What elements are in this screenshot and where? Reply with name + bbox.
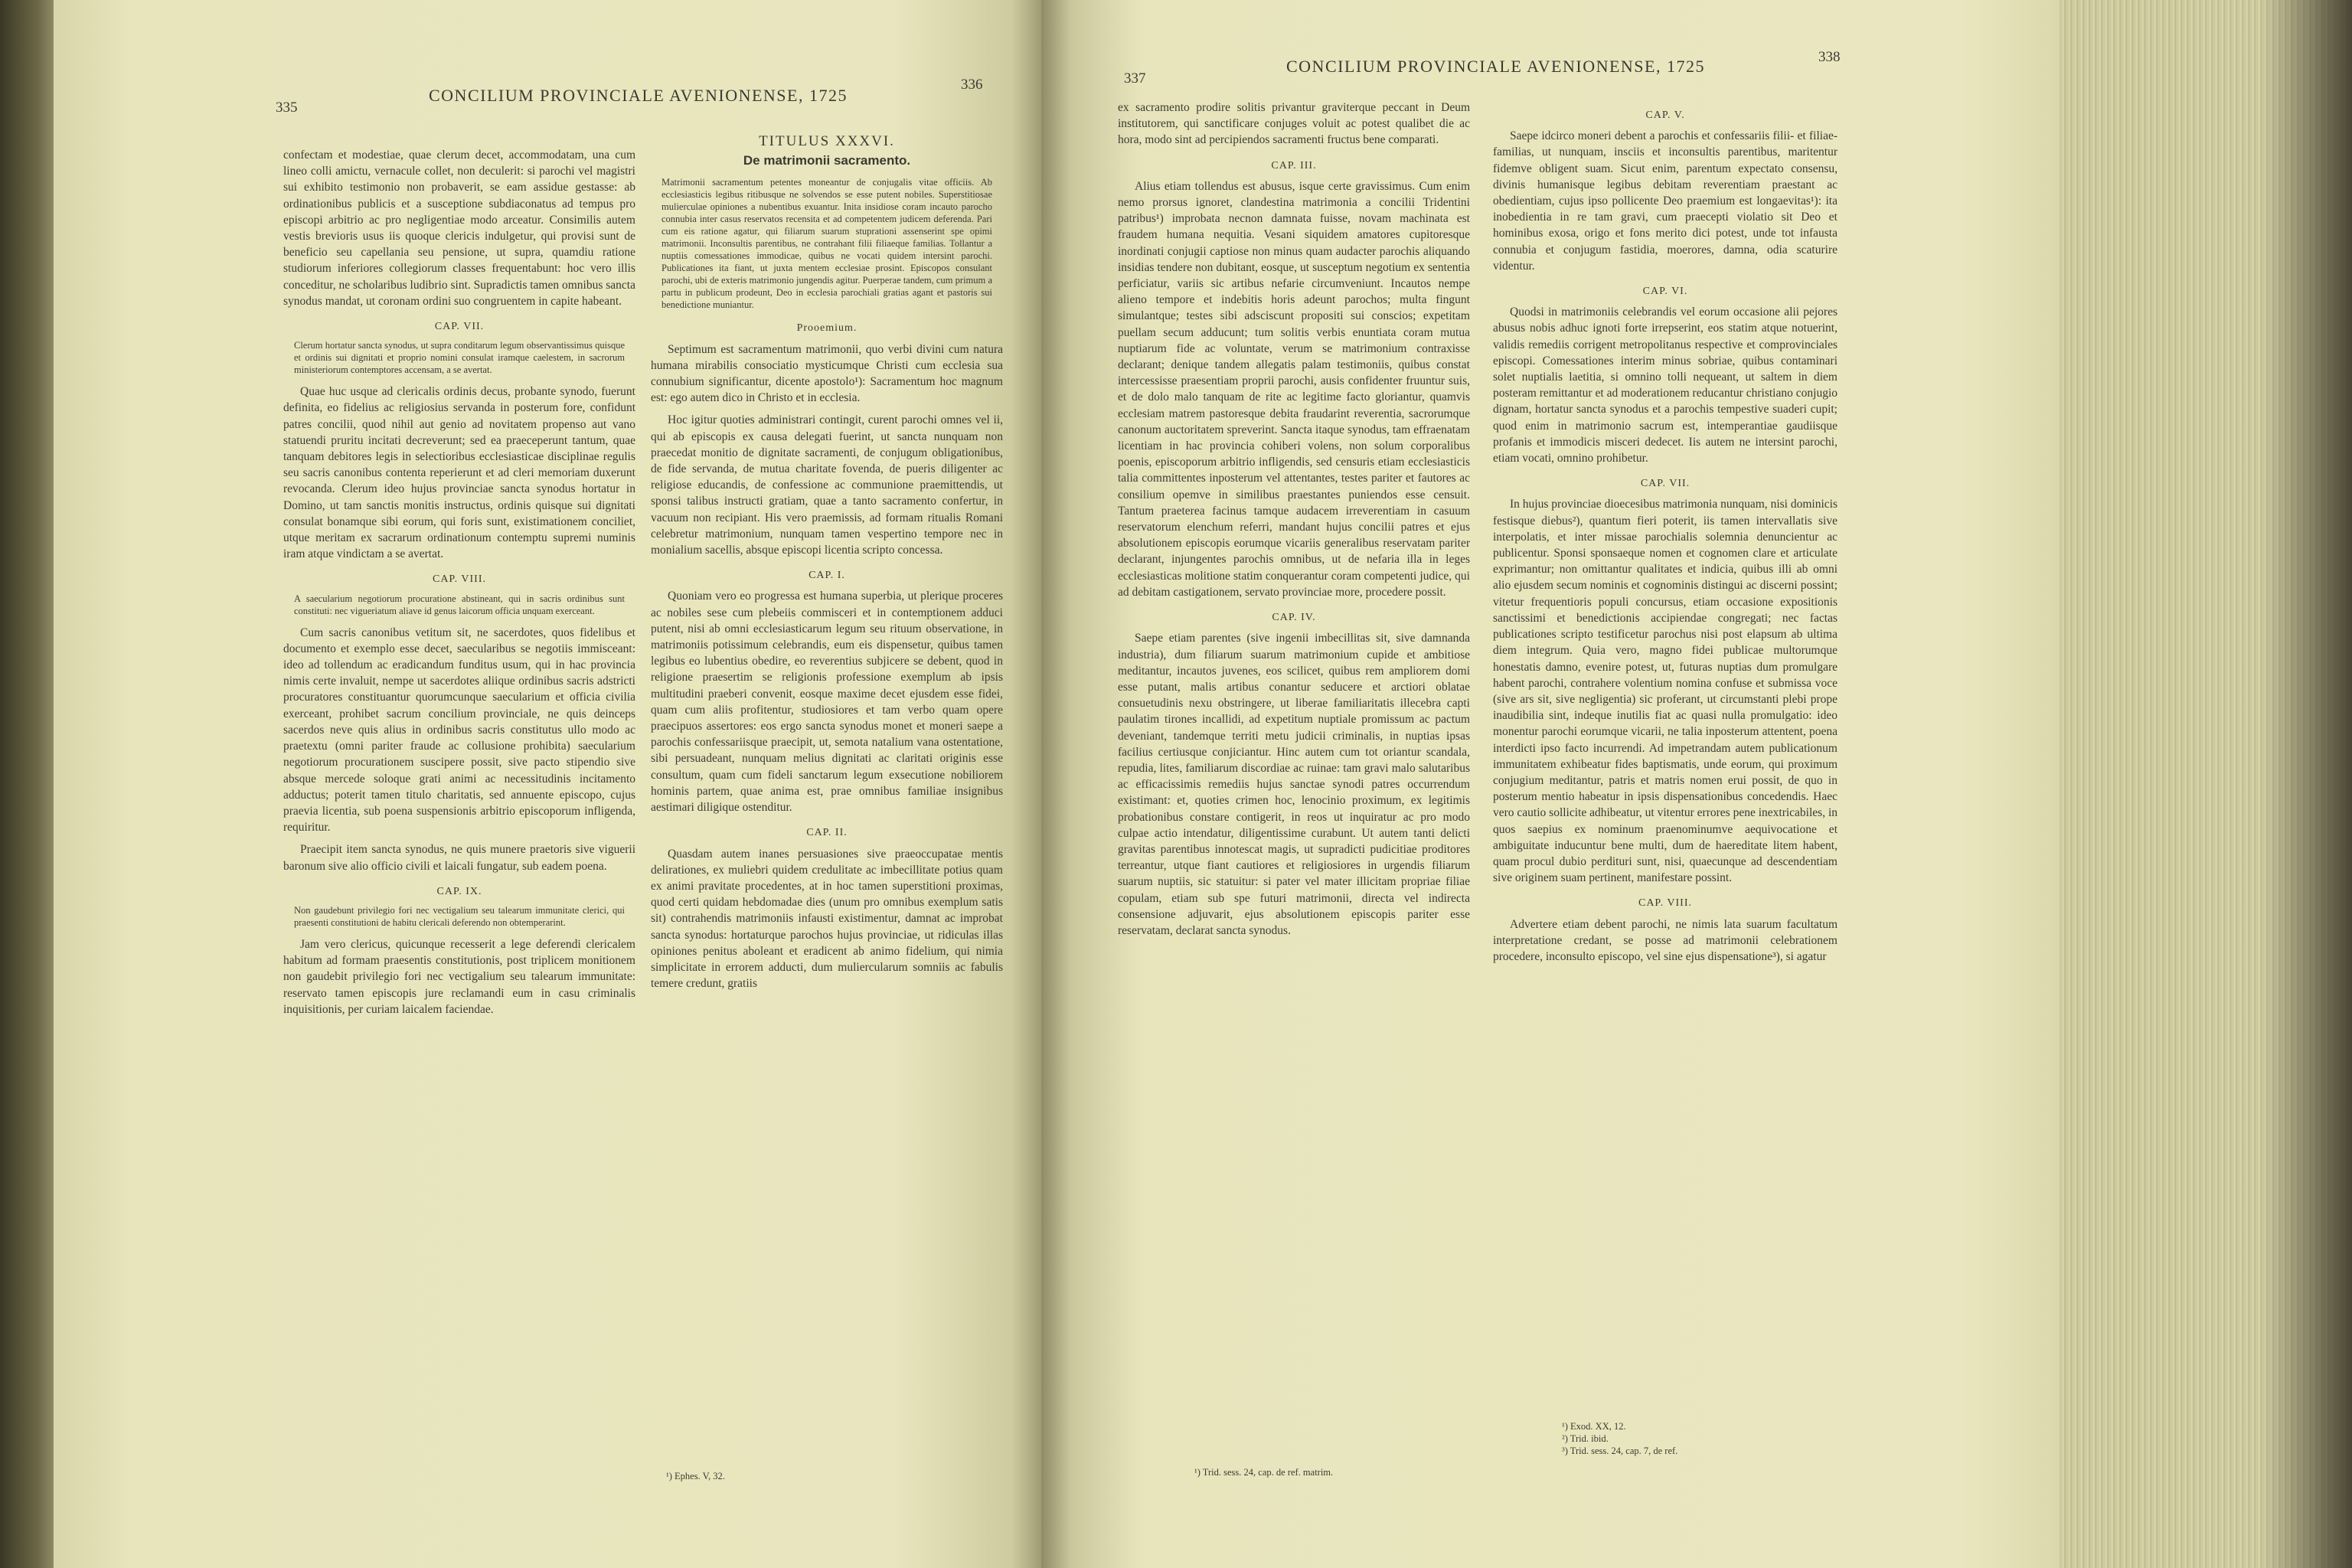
page-stack-right xyxy=(2030,0,2352,1568)
paragraph: Quodsi in matrimoniis celebrandis vel eorum occasione alii pejores abusus nobis adhuc ignoti forte irrepserint, eos statim atque notuerint, validis remediis corrigent metropolitanus respective et comprovinciales episcopi. Comessationes interim minus sobriae, quibus contaminari solet nuptialis laetitia, si omnino tolli nequeant, ut saltem in diem posteram remittantur et ad moderationem reducantur christiano conjugio dignam, hortatur sancta synodus et a parochis tempestive suaderi cupit; quod enim in matrimonio sacrum est, intemperantiae gaudiisque profanis et immodicis misceri dedecet. Iis autem ne intersint parochi, etiam vocati, omnino prohibetur. xyxy=(1493,305,1838,466)
footnote: ³) Trid. sess. 24, cap. 7, de ref. xyxy=(1562,1446,1678,1456)
chapter-heading: CAP. I. xyxy=(808,570,845,582)
chapter-heading: CAP. VII. xyxy=(434,321,485,333)
chapter-heading: CAP. VII. xyxy=(1640,478,1690,490)
left-page-column-2 xyxy=(651,130,1003,998)
prooemium-heading: Prooemium. xyxy=(796,322,858,335)
paragraph: In hujus provinciae dioecesibus matrimonia nunquam, nisi dominicis festisque diebus²), quantum fieri poterit, iis tamen intervallatis sive interpolatis, et inter missae parochialis solemnia denuncientur ac publicentur. Sponsi sponsaeque nomen et cognomen clare et articulate exprimantur; non omittantur qualitates et indicia, quibus illi ab omni alio ejusdem secum nominis et cognominis distingui ac discerni possint; vitetur frequentioris populi concursus, etiam occasione expositionis sanctissimi et benedictionis accipiendae congregati; nec factas publicationes scripto testificetur parochus nisi post elapsum ab ultima diem integrum. Quia vero, magno fidei publicae multorumque honestatis damno, evenire potest, ut, futuras nuptias dum promulgare habent parochi, contrahere volentium nomina confuse et submissa voce (sive ars sit, sive negligentia) sic proferant, ut circumstanti plebi prope inaudibilia sint, indeque inutilis fiat ac quasi nulla promulgatio: ideo monentur parochi eorumque vicarii, ne talia inposterum attentent, poena interdicti ipso facto incurrendi. Ad impetrandam autem publicationum immunitatem exhibeatur fides baptismatis, unde eorum, qui proximum conjugium meditantur, patris et matris nomen erui possit, de quo in posterum mentio habeatur in ipsis dispensationibus concedendis. Haec vero cautio sollicite adhibeatur, ut vitentur errores pene inextricabiles, in quos saepius ex nominum praenominumve aequivocatione et ambiguitate inducuntur bene multi, dum de haereditate litem habent, quam procul dubio perdituri sunt, nisi, quaecunque ad descendentiam sive originem suam pertinent, manifestare possint. xyxy=(1493,498,1838,885)
footnotes-block xyxy=(1562,1420,1677,1457)
running-head-right: CONCILIUM PROVINCIALE AVENIONENSE, 1725 xyxy=(1286,57,1705,76)
paragraph: Advertere etiam debent parochi, ne nimis lata suarum facultatum interpretatione credant, se posse ad matrimonii celebrationem procedere, inconsulto episcopo, vel sine ejus dispensatione³), si agatur xyxy=(1493,917,1838,963)
paragraph: Praecipit item sancta synodus, ne quis munere praetoris sive viguerii baronum sive alio officio civili et laicali fungatur, sub eadem poena. xyxy=(283,843,635,873)
paragraph: Jam vero clericus, quicunque recesserit a lege deferendi clericalem habitum ad formam praesentis constitutionis, post triplicem monitionem non gaudebit privilegio fori nec vectigalium seu talearum immunitate: reservato tamen episcopis jure reclamandi eum in casu criminalis inquisitionis, per curiam laicalem faciendae. xyxy=(283,937,635,1016)
paragraph: Septimum est sacramentum matrimonii, quo verbi divini cum natura humana mirabilis consociatio mysticumque Christi cum ecclesia sua connubium significantur, dicente apostolo¹): Sacramentum hoc magnum est: ego autem dico in Christo et in ecclesia. xyxy=(651,342,1003,405)
chapter-heading: CAP. VIII. xyxy=(432,573,487,586)
footnote: ¹) Ephes. V, 32. xyxy=(666,1471,725,1481)
chapter-heading: CAP. III. xyxy=(1271,159,1317,172)
page-number-337: 337 xyxy=(1124,70,1146,87)
chapter-summary: Clerum hortatur sancta synodus, ut supra conditarum legum observantissimus quisque et ordinis sui dignitati et proprio nomini consulat iramque caelestem, in sacrorum ministeriorum contemptores accensam, a se avertat. xyxy=(294,340,625,376)
footnote: ¹) Trid. sess. 24, cap. de ref. matrim. xyxy=(1194,1467,1334,1478)
chapter-heading: CAP. II. xyxy=(806,827,848,839)
footnote: ²) Trid. ibid. xyxy=(1562,1433,1609,1444)
chapter-heading: CAP. V. xyxy=(1645,109,1685,121)
paragraph: Quoniam vero eo progressa est humana superbia, ut plerique proceres ac nobiles sese cum plebeiis commisceri et in contemptionem adduci putent, nisi ab omni ecclesiasticarum legum seu rituum observatione, in matrimoniis potissimum celebrandis, eum eis dispensetur, quibus tamen legibus eo lubentius obedire, eo reverentius subjicere se debent, quod in religione praesertim se religionis professione exemplum ab ipsis multitudini praeberi convenit, eosque maxime decet ejusdem esse fidei, quam cum aliis profitentur, studiosiores et tam verbo quam opere praecipuos assertores: eos ergo sancta synodus monet et moneri saepe a parochis confessariisque praecipit, ut, semota natalium vana ostentatione, sibi persuadeant, nunquam melius dignitati ac claritati originis esse consultum, quam cum fideli sanctarum legum exsecutione nobiliorem hominis partem, quae anima est, prae omnibus familiae insignibus aestimari diligique ostenditur. xyxy=(651,590,1003,815)
chapter-summary: A saecularium negotiorum procuratione abstineant, qui in sacris ordinibus sunt constituti: nec vigueriatum aliave id genus laicorum officia unquam exerceant. xyxy=(294,593,625,616)
paragraph: ex sacramento prodire solitis privantur graviterque peccant in Deum institutorem, qui sanctificare conjuges voluit ac potest qualibet die ac hora, modo sint ad percipiendos sacramenti fructus bene comparati. xyxy=(1118,101,1470,147)
right-page-column-1 xyxy=(1118,100,1470,945)
left-page xyxy=(54,0,1041,1568)
paragraph: Quasdam autem inanes persuasiones sive praeoccupatae mentis delirationes, ex muliebri quidem credulitate ac imbecillitate potius quam ex animi pravitate procedentes, at in hoc tamen superstitioni proximas, quod certi quidam hebdomadae dies (unum pro omnibus exemplum satis sit) contrahendis matrimoniis infausti existimentur, damnat ac improbat sancta synodus: hortaturque parochos hujus provinciae, ut ridiculas illas opiniones penitus aboleant et eradicent ab animo fidelium, qui nimia simplicitate in errorem adducti, dum muliercularum somniis ac fabulis temere credunt, gratiis xyxy=(651,847,1003,991)
paragraph: Saepe etiam parentes (sive ingenii imbecillitas sit, sive damnanda industria), dum filiarum suarum matrimonium cupide et ambitiose meditantur, incautos juvenes, eos scilicet, quibus rem ampliorem domi esse putant, malis artibus conantur seducere et arctiori oblatae consuetudinis nexu obstringere, ut liberae familiaritatis illecebra capti paulatim tirones incallidi, ad expetitum nuptiale promissum ac pactum deveniant, tandemque territi metu judicii criminalis, in nuptias ipsas facilius certiusque conjiciantur. Hinc autem cum tot oriantur scandala, repudia, lites, familiarum discordiae ac ruinae: tam gravi malo salutaribus ac efficacissimis remediis hujus sanctae synodi patres occurrendum existimant: et, quoties crimen hoc, lenocinio proximum, ex legitimis probationibus constare contigerit, in reos ut inquiratur ac pro modo culpae actio intendatur, diligentissime curabunt. Ut autem tanti delicti gravitas parentibus innotescat magis, ut supradicti pudicitiae proditores terreantur, utque fiant cautiores et religiosiores in urgendis filiarum suarum nuptiis, sic statuitur: si pater vel mater illicitam propriae filiae copulam, etiam sub spe futuri matrimonii, directa vel indirecta consensione adjuvarit, ejus absolutionem episcopis pariter esse reservatam, declarat sancta synodus. xyxy=(1118,632,1470,937)
chapter-summary: Non gaudebunt privilegio fori nec vectigalium seu talearum immunitate clerici, qui praesenti constitutioni de habitu clericali deferendo non obtemperarint. xyxy=(294,904,625,928)
chapter-heading: CAP. IX. xyxy=(436,885,482,897)
paragraph: Saepe idcirco moneri debent a parochis et confessariis filii- et filiae-familias, ut nunquam, insciis et inconsultis parentibus, maritentur fidemve obligent suam. Sicut enim, parentum expectato consensu, divinis humanisque legibus debitam reverentiam praestant ac obedientiam, cujus ipso pollicente Deo praemium est longaevitas¹): ita inobedientia in re tam gravi, cum praecepti violatio sit Deo et hominibus exosa, origo et fons merito dici potest, unde tot infausta connubia et conjugum fastidia, moerores, damna, odia scaturire videntur. xyxy=(1493,129,1838,273)
right-page xyxy=(1041,0,2060,1568)
chapter-heading: CAP. VI. xyxy=(1642,286,1688,298)
page-number-336: 336 xyxy=(961,77,983,93)
paragraph: Quae huc usque ad clericalis ordinis decus, probante synodo, fuerunt definita, eo fidelius ac religiosius servanda in posterum fore, confidunt patres concilii, quod nihil aut genio ad novitatem propenso aut vano statuendi pruritu incitati decreverunt; sed ea praeceperunt tantum, quae tanquam debitores legis in selectioribus ecclesiasticae disciplinae regulis seu sacris canonibus contenta reperierunt et ad cleri memoriam duxerunt revocanda. Clerum ideo hujus provinciae sancta synodus hortatur in Domino, ut tam sanctis monitis instructus, ordinis quisque sui dignitati consulat bonamque sibi eorum, qui foris sunt, existimationem conciliet, utque meritam ex sacrarum ordinationum contemptu supremi numinis iram atque vindictam a se avertat. xyxy=(283,385,635,561)
paragraph: Cum sacris canonibus vetitum sit, ne sacerdotes, quos fidelibus et documento et exemplo esse decet, saecularibus se negotiis immisceant: ideo ad tollendum ac eradicandum funditus usum, qui in hac provincia nimis certe invaluit, nempe ut sacerdotes aliique ordinibus sacris adstricti procuratores constituantur quorumcunque saecularium et officia civilia exerceant, prohibet sacrum concilium provinciale, ne quis deinceps sacerdos neve quis alius in ordinibus sacris constitutus ullo modo ac praetextu (omni pariter fraude ac collusione prohibita) saecularium negotiorum procurationem suscipere possit, sive pacto stipendio sive absque mercede soloque grati animi ac necessitudinis incitamento adductus; poterit tamen titulo charitatis, sed annuente episcopo, cujus praevia licentia, sub poena suspensionis arbitrio episcoporum infligenda, requiritur. xyxy=(283,626,635,835)
running-head-left: CONCILIUM PROVINCIALE AVENIONENSE, 1725 xyxy=(429,86,848,105)
paragraph: Hoc igitur quoties administrari contingit, curent parochi omnes vel ii, qui ab episcopis ex causa delegati fuerint, ut sancta nunquam non praecedat monitio de dignitate sacramenti, de conjugum obligationibus, de fide servanda, de mutua charitate fovenda, de pueris diligenter ac religiose educandis, de confessione ac communione praemittendis, ut sponsi talibus instructi gratiam, quae a tanto sacramento confertur, in vacuum non recipiant. His vero praemissis, ad formam ritualis Romani celebretur matrimonium, nunquam tamen vespertino tempore nec in monialium sacellis, absque episcopi licentia scripto concessa. xyxy=(651,413,1003,557)
page-number-338: 338 xyxy=(1818,49,1841,65)
chapter-heading: CAP. IV. xyxy=(1272,612,1316,624)
page-number-335: 335 xyxy=(276,100,298,116)
paragraph: Alius etiam tollendus est abusus, isque certe gravissimus. Cum enim nemo prorsus ignoret, clandestina matrimonia a concilii Tridentini patribus¹) improbata necnon damnata fuisse, novam machinata est fraudem humana nequitia. Vesani siquidem amatores cupitoresque inordinati conjugii captiose non minus quam audacter parochis aliquando insidias tendere non dubitant, eosque, ut susceptum negotium ex sententia perficiatur, variis sic artibus nefarie circumveniunt. Incautos nempe alieno tempore et indebitis horis adeunt parochos; multa fingunt simulantque; testes sibi adsciscunt propositi sui conscios; expetitam puellam secum adducunt; tum solitis verbis enuntiata coram mutua nuptiarum fide ac voluntate, verum se matrimonium contraxisse declarant; denique tandem allegatis palam testimoniis, quibus constat intercessisse praesentiam proprii parochi, ausis confidenter fruuntur suis, et de dolo malo tanquam de rite ac legitime facto gloriantur, quamvis ecclesiam matrem pastoresque debita fraudarint reverentia, sacrorumque canonum auctoritatem spreverint. Sancta itaque synodus, tam effraenatam licentiam in hac provincia cohiberi volens, non solum corporalibus poenis, episcoporum arbitrio infligendis, sed censuris etiam ecclesiasticis talia committentes inposterum vel attentantes, testes pariter et fautores ac consilium opemve in similibus praestantes puniendos esse censuit. Tantum praeterea facinus tamque audacem irreverentiam in casuum reservatorum elenchum referri, mandant hujus concilii patres et ejus absolutionem episcopis eorumque vicariis generalibus reservatam pariter declarant, injungentes parochis omnibus, ut de nefaria illa in leges ecclesiasticas molitione statim conquerantur coram competenti judice, qui ad debitam castigationem, servato provinciae more, procedere possit. xyxy=(1118,179,1470,599)
right-page-column-2 xyxy=(1493,98,1838,971)
titulus-summary: Matrimonii sacramentum petentes moneantur de conjugalis vitae officiis. Ab ecclesiasticis legibus ritibusque ne solvendos se esse putent nobiles. Superstitiosae mulierculae opiniones a nubentibus exuantur. Inita insidiose coram incauto parocho connubia inter casus reservatos recensita et ad competentem judicem deferenda. Pari cum eis ratione agatur, qui filiarum suarum stuprationi assenserint spe opimi matrimonii. Inconsultis parentibus, ne contrahant filii filiaeque familias. Tollantur a nuptiis comessationes immodicae, quibus ne vocati quidem intersint parochi. Publicationes ita fiant, ut juxta mentem ecclesiae prosint. Episcopos consulant parochi, ubi de exteris matrimonio jungendis agitur. Puerperae tandem, cum primum a partu in publicum prodeunt, Deo in ecclesia parochiali gratias agant et pastoris sui benedictione muniantur. xyxy=(662,177,992,311)
left-page-column-1 xyxy=(283,147,635,1024)
titulus-subtitle: De matrimonii sacramento. xyxy=(743,153,911,168)
titulus-heading: TITULUS XXXVI. xyxy=(759,133,895,149)
chapter-heading: CAP. VIII. xyxy=(1638,897,1693,910)
footnote: ¹) Exod. XX, 12. xyxy=(1562,1421,1626,1432)
paragraph: confectam et modestiae, quae clerum decet, accommodatam, una cum lineo colli amictu, vernacule collet, non deculerit: si parochi vel magistri sui exhibito testimonio non probaverit, se eam assidue gestasse: ab ordinationibus publicis et a susceptione subdiaconatus ad tempus pro episcopi arbitrio ac pro negligentiae modo arceatur. Consimilis autem vestis brevioris usus iis quoque clericis indulgetur, qui provisi sunt de beneficio seu capellania seu pensione, ut supra, quamdiu ratione studiorum inferiores collegiorum classes frequentabunt: hoc vero illis conceditur, ne scholaribus ludibrio sint. Supradictis tamen omnibus sancta synodus mandat, ut coronam ordini suo congruentem in capite habeant. xyxy=(283,149,635,308)
